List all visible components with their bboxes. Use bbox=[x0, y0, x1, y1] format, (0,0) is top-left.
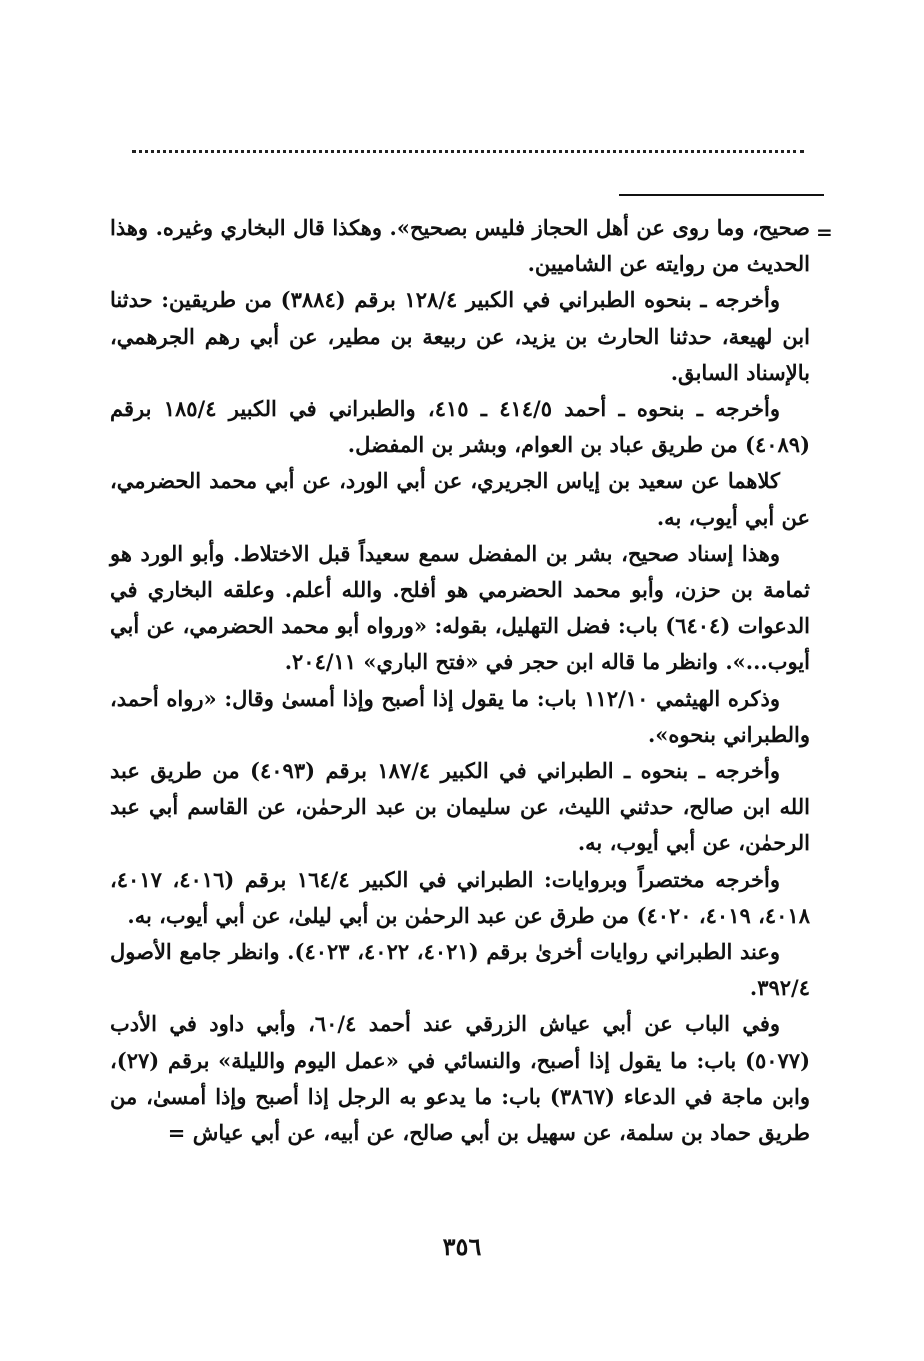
footnote-paragraph: وعند الطبراني روايات أخرىٰ برقم (٤٠٢١، ٤٠٢٢، ٤٠٢٣). وانظر جامع الأصول ٣٩٢/٤. bbox=[110, 939, 810, 1001]
dotted-separator bbox=[132, 150, 804, 163]
footnote-paragraph: صحيح، وما روى عن أهل الحجاز فليس بصحيح». وهكذا قال البخاري وغيره. وهذا الحديث من روايته عن الشاميين. bbox=[110, 215, 810, 277]
footnote-paragraph: وأخرجه ـ بنحوه ـ أحمد ٤١٤/٥ ـ ٤١٥، والطبراني في الكبير ١٨٥/٤ برقم (٤٠٨٩) من طريق عباد بن العوام، وبشر بن المفضل. bbox=[110, 396, 810, 458]
footnote-paragraph: وفي الباب عن أبي عياش الزرقي عند أحمد ٦٠/٤، وأبي داود في الأدب (٥٠٧٧) باب: ما يقول إذا أصبح، والنسائي في «عمل اليوم والليلة» برقم (٢٧)، وابن ماجة في الدعاء (٣٨٦٧) باب: ما يدعو به الرجل إذا أصبح وإذا أمسىٰ، من طريق حماد بن سلمة، عن سهيل بن أبي صالح، عن أبيه، عن أبي عياش = bbox=[110, 1011, 810, 1146]
continuation-mark-top: = bbox=[816, 220, 833, 244]
footnote-paragraph: وذكره الهيثمي ١١٢/١٠ باب: ما يقول إذا أصبح وإذا أمسىٰ وقال: «رواه أحمد، والطبراني بنحوه». bbox=[110, 685, 810, 747]
footnote-paragraph: كلاهما عن سعيد بن إياس الجريري، عن أبي الورد، عن أبي محمد الحضرمي، عن أبي أيوب، به. bbox=[110, 468, 810, 530]
footnote-rule bbox=[619, 194, 824, 196]
footnote-paragraph: وأخرجه مختصراً وبروايات: الطبراني في الكبير ١٦٤/٤ برقم (٤٠١٦، ٤٠١٧، ٤٠١٨، ٤٠١٩، ٤٠٢٠) من طرق عن عبد الرحمٰن بن أبي ليلىٰ، عن أبي أيوب، به. bbox=[110, 866, 810, 928]
footnote-paragraph: وهذا إسناد صحيح، بشر بن المفضل سمع سعيداً قبل الاختلاط. وأبو الورد هو ثمامة بن حزن، وأبو محمد الحضرمي هو أفلح. والله أعلم. وعلقه البخاري في الدعوات (٦٤٠٤) باب: فضل التهليل، بقوله: «ورواه أبو محمد الحضرمي، عن أبي أيوب...». وانظر ما قاله ابن حجر في «فتح الباري» ٢٠٤/١١. bbox=[110, 540, 810, 675]
footnote-paragraph: وأخرجه ـ بنحوه الطبراني في الكبير ١٢٨/٤ برقم (٣٨٨٤) من طريقين: حدثنا ابن لهيعة، حدثنا الحارث بن يزيد، عن ربيعة بن مطير، عن أبي رهم الجرهمي، بالإسناد السابق. bbox=[110, 287, 810, 385]
page-number: ٣٥٦ bbox=[442, 1232, 482, 1261]
footnote-paragraph: وأخرجه ـ بنحوه ـ الطبراني في الكبير ١٨٧/٤ برقم (٤٠٩٣) من طريق عبد الله ابن صالح، حدثني الليث، عن سليمان بن عبد الرحمٰن، عن القاسم أبي عبد الرحمٰن، عن أبي أيوب، به. bbox=[110, 758, 810, 856]
footnote-body bbox=[110, 210, 810, 1151]
